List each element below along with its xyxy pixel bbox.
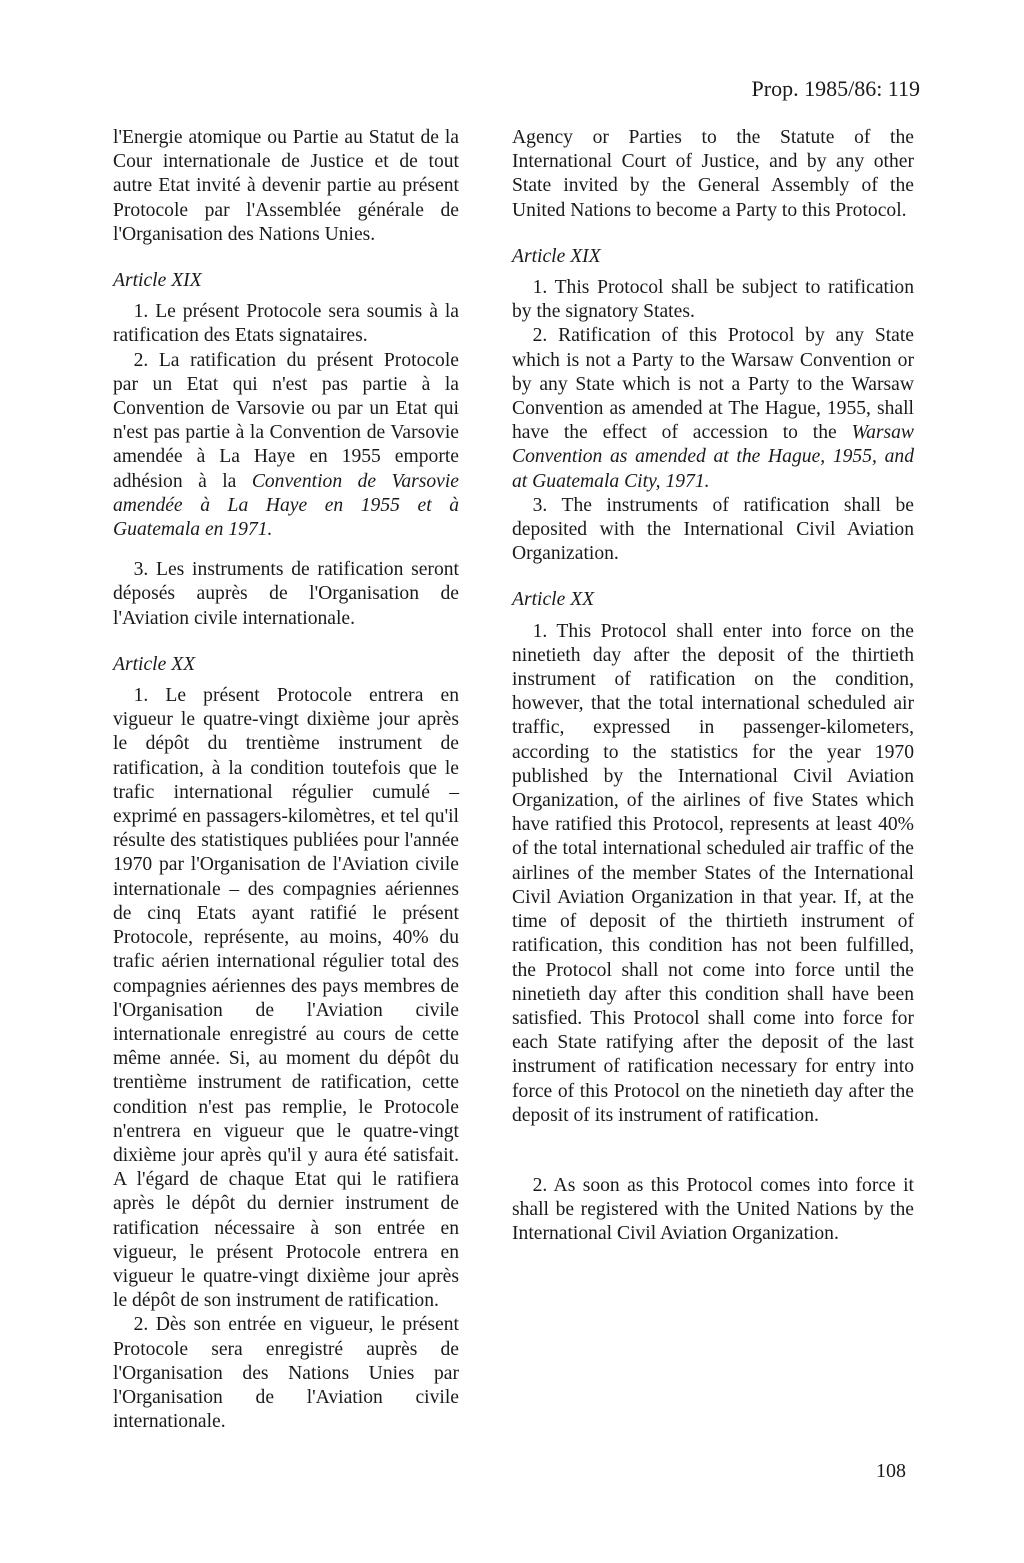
french-article-xix-heading: Article XIX — [113, 270, 202, 292]
english-article-xix-paragraph-1: 1. This Protocol shall be subject to ratification by the signatory States. — [512, 277, 914, 323]
french-article-xix-paragraph-3: 3. Les instruments de ratification seront déposés auprès de l'Organisation de l'Aviation civile internationale. — [113, 559, 459, 629]
french-article-xix-paragraph-1: 1. Le présent Protocole sera soumis à la ratification des Etats signataires. — [113, 301, 459, 347]
document-reference: Prop. 1985/86: 119 — [751, 76, 920, 101]
english-article-xx-paragraph-2: 2. As soon as this Protocol comes into force it shall be registered with the United Nations by the International Civil Aviation Organization. — [512, 1174, 914, 1245]
english-article-xx-heading: Article XX — [512, 589, 595, 611]
english-article-xix-paragraph-3: 3. The instruments of ratification shall be deposited with the International Civil Aviation Organization. — [512, 494, 914, 565]
english-column — [512, 126, 914, 1247]
english-article-xix-paragraph-2 — [512, 324, 914, 493]
french-column — [113, 126, 459, 1434]
page-number: 108 — [876, 1460, 906, 1482]
english-article-xix-paragraph-2-italic: Warsaw Convention as amended at the Hague, 1955, and at Guatemala City, 1971. — [512, 422, 914, 492]
french-article-xix-paragraph-2 — [113, 349, 459, 543]
french-intro-paragraph: l'Energie atomique ou Partie au Statut de la Cour internationale de Justice et de tout autre Etat invité à devenir partie au présent Protocole par l'Assemblée générale de l'Organisation des Nations Unies. — [113, 127, 459, 245]
english-article-xx-paragraph-1: 1. This Protocol shall enter into force on the ninetieth day after the deposit of the thirtieth instrument of ratification on the condition, however, that the total international scheduled air traffic, expressed in passenger-kilometers, according to the statistics for the year 1970 published by the International Civil Aviation Organization, of the airlines of five States which have ratified this Protocol, represents at least 40% of the total international scheduled air traffic of the airlines of the member States of the International Civil Aviation Organization in that year. If, at the time of deposit of the thirtieth instrument of ratification, this condition has not been fulfilled, the Protocol shall not come into force until the ninetieth day after this condition shall have been satisfied. This Protocol shall come into force for each State ratifying after the deposit of the last instrument of ratification necessary for entry into force of this Protocol on the ninetieth day after the deposit of its instrument of ratification. — [512, 620, 914, 1126]
english-article-xix-paragraph-2-text: 2. Ratification of this Protocol by any State which is not a Party to the Warsaw Convention or by any State which is not a Party to the Warsaw Convention as amended at The Hague, 1955, shall have the effect of accession to the — [512, 325, 914, 444]
french-article-xix-paragraph-2-text: 2. La ratification du présent Protocole par un Etat qui n'est pas partie à la Convention de Varsovie ou par un Etat qui n'est pas partie à la Convention de Varsovie amendée à La Haye en 1955 emporte adhésion à la — [113, 349, 459, 492]
french-article-xx-paragraph-2: 2. Dès son entrée en vigueur, le présent Protocole sera enregistré auprès de l'Organisation des Nations Unies par l'Organisation de l'Aviation civile internationale. — [113, 1314, 459, 1433]
english-article-xix-heading: Article XIX — [512, 245, 601, 267]
english-intro-paragraph: Agency or Parties to the Statute of the International Court of Justice, and by any other State invited by the General Assembly of the United Nations to become a Party to this Protocol. — [512, 127, 914, 221]
french-article-xix-paragraph-2-italic: Convention de Varsovie amendée à La Haye en 1955 et à Guatemala en 1971. — [113, 470, 459, 541]
french-article-xx-heading: Article XX — [113, 653, 196, 675]
french-article-xx-paragraph-1: 1. Le présent Protocole entrera en vigueur le quatre-vingt dixième jour après le dépôt du trentième instrument de ratification, à la condition toutefois que le trafic international régulier cumulé – exprimé en passagers-kilomètres, et tel qu'il résulte des statistiques publiées pour l'année 1970 par l'Organisation de l'Aviation civile internationale – des compagnies aériennes de cinq Etats ayant ratifié le présent Protocole, représente, au moins, 40% du trafic aérien international régulier total des compagnies aériennes des pays membres de l'Organisation de l'Aviation civile internationale enregistré au cours de cette même année. Si, au moment du dépôt du trentième instrument de ratification, cette condition n'est pas remplie, le Protocole n'entrera en vigueur que le quatre-vingt dixième jour après qu'il y aura été satisfait. A l'égard de chaque Etat qui le ratifiera après le dépôt du dernier instrument de ratification nécessaire à son entrée en vigueur, le présent Protocole entrera en vigueur le quatre-vingt dixième jour après le dépôt de son instrument de ratification. — [113, 685, 459, 1312]
